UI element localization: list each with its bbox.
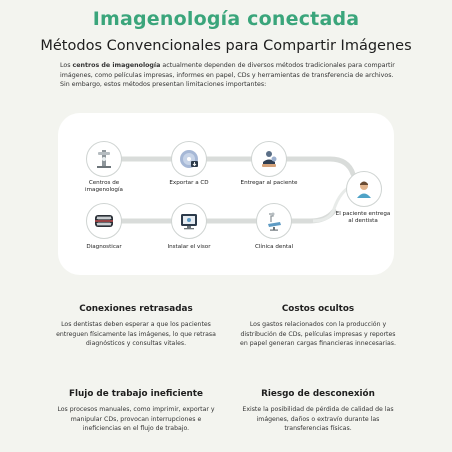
intro-rest: actualmente dependen de diversos métodos tradicionales para compartir imágenes, como películas impresas, informes en papel, CDs y herramientas de transferencia de archivos. Sin embargo, estos métodos presentan limitaciones importantes:	[60, 62, 395, 89]
node-label-imaging-center: Centros de imagenología	[85, 180, 123, 193]
main-title: Imagenología conectada	[92, 8, 360, 30]
dental-chair-icon	[263, 210, 285, 232]
section-title-disconnection-risk: Riesgo de desconexión	[261, 389, 375, 399]
path-top	[104, 159, 353, 174]
workflow-diagram	[58, 113, 394, 275]
section-title-delayed-connections: Conexiones retrasadas	[79, 304, 193, 314]
node-label-diagnose: Diagnosticar	[86, 244, 122, 250]
node-export-cd	[171, 141, 207, 177]
node-patient-dentist	[346, 171, 382, 207]
patient-icon	[353, 178, 375, 200]
path-bottom	[104, 211, 334, 221]
node-label-patient-dentist: El paciente entrega al dentista	[335, 211, 391, 224]
section-text-hidden-costs: Los gastos relacionados con la producción y distribución de CDs, películas impresas y reportes en papel generan cargas financieras innecesarias.	[240, 321, 396, 348]
node-label-dental-clinic: Clínica dental	[254, 244, 294, 250]
section-title-inefficient-workflow: Flujo de trabajo ineficiente	[69, 389, 203, 399]
node-label-deliver-patient: Entregar al paciente	[240, 180, 298, 186]
page-subtitle: Métodos Convencionales para Compartir Imágenes	[40, 38, 412, 54]
cd-export-icon	[178, 148, 200, 170]
section-text-delayed-connections: Los dentistas deben esperar a que los pacientes entreguen físicamente las imágenes, lo que retrasa diagnósticos y consultas vitales.	[56, 321, 216, 348]
node-deliver-patient	[251, 141, 287, 177]
section-text-disconnection-risk: Existe la posibilidad de pérdida de calidad de las imágenes, daños o extravío durante las transferencias físicas.	[242, 406, 394, 433]
node-imaging-center	[86, 141, 122, 177]
intro-bold-term: centros de imagenología	[72, 62, 161, 69]
intro-prefix: Los	[60, 62, 73, 69]
section-title-hidden-costs: Costos ocultos	[281, 304, 355, 314]
intro-paragraph	[60, 61, 396, 90]
node-diagnose	[86, 203, 122, 239]
install-viewer-icon	[178, 210, 200, 232]
xray-machine-icon	[93, 148, 115, 170]
node-label-export-cd: Exportar a CD	[169, 180, 209, 186]
dental-xray-icon	[93, 210, 115, 232]
section-text-inefficient-workflow: Los procesos manuales, como imprimir, exportar y manipular CDs, provocan interrupciones e ineficiencias en el flujo de trabajo.	[57, 406, 215, 433]
node-install-viewer	[171, 203, 207, 239]
hand-delivery-icon	[258, 148, 280, 170]
node-label-install-viewer: Instalar el visor	[167, 244, 211, 250]
node-dental-clinic	[256, 203, 292, 239]
